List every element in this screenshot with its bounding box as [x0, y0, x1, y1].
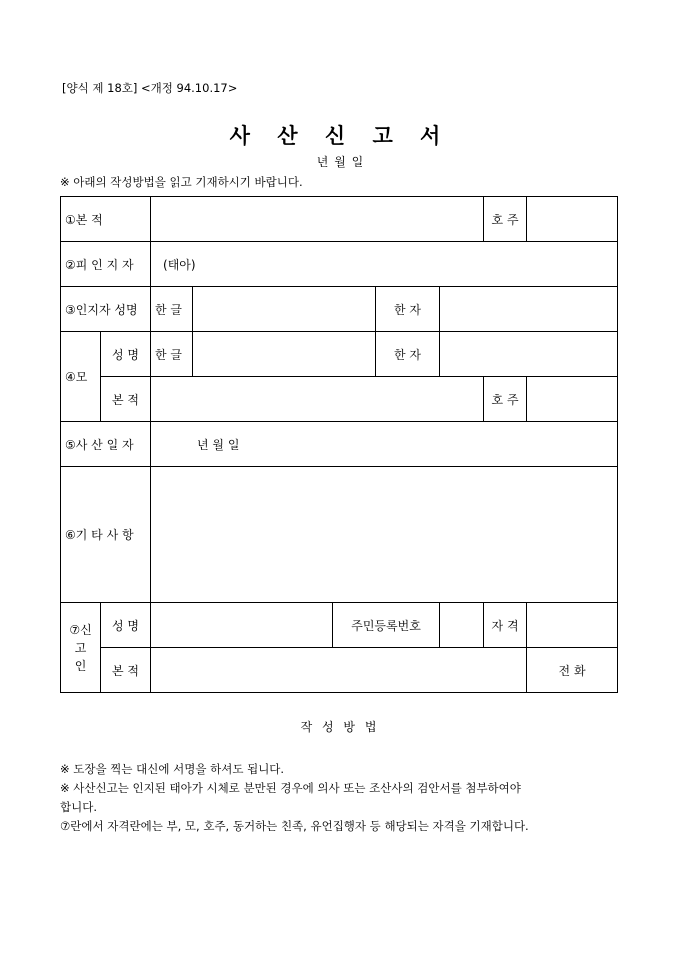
reporter-domicile-input[interactable]	[151, 648, 527, 693]
label-stillbirth-date: ⑤사 산 일 자	[61, 422, 151, 467]
stillbirth-report-form	[60, 196, 618, 693]
resident-no-input[interactable]	[440, 603, 484, 648]
form-reference: [양식 제 18호] <개정 94.10.17>	[62, 81, 238, 95]
recognized-value[interactable]: (태아)	[151, 242, 618, 287]
household-head-input[interactable]	[527, 197, 618, 242]
label-reporter-name: 성 명	[101, 603, 151, 648]
recognizer-hanja-input[interactable]	[440, 287, 618, 332]
label-reporter-line2: 고	[74, 640, 87, 655]
report-date: 년 월 일	[316, 155, 364, 169]
mother-hanja-input[interactable]	[440, 332, 618, 377]
label-reporter-domicile: 본 적	[101, 648, 151, 693]
reporter-name-input[interactable]	[151, 603, 333, 648]
label-hanja: 한 자	[376, 287, 440, 332]
label-reporter-line3: 인	[74, 658, 87, 673]
label-mother-hangul: 한 글	[151, 332, 193, 377]
recognizer-hangul-input[interactable]	[193, 287, 376, 332]
method-item: ⑦란에서 자격란에는 부, 모, 호주, 동거하는 친족, 유언집행자 등 해당되는 자격을 기재합니다.	[60, 819, 529, 833]
method-item: ※ 도장을 찍는 대신에 서명을 하셔도 됩니다.	[60, 762, 285, 776]
method-item: ※ 사산신고는 인지된 태아가 시체로 분만된 경우에 의사 또는 조산사의 검안서를 첨부하여야	[60, 781, 521, 795]
label-household-head: 호 주	[484, 197, 527, 242]
stillbirth-date-input[interactable]: 년 월 일	[151, 422, 618, 467]
label-qualification: 자 격	[484, 603, 527, 648]
label-recognized: ②피 인 지 자	[61, 242, 151, 287]
label-recognizer-name: ③인지자 성명	[61, 287, 151, 332]
form-title: 사 산 신 고 서	[229, 124, 451, 148]
method-item: 합니다.	[60, 800, 97, 814]
label-phone: 전 화	[527, 648, 618, 693]
label-reporter-line1: ⑦신	[69, 622, 92, 637]
mother-household-head-input[interactable]	[527, 377, 618, 422]
mother-domicile-input[interactable]	[151, 377, 484, 422]
label-other-matters: ⑥기 타 사 항	[61, 467, 151, 603]
qualification-input[interactable]	[527, 603, 618, 648]
label-resident-no: 주민등록번호	[333, 603, 440, 648]
label-mother-domicile: 본 적	[101, 377, 151, 422]
label-domicile: ①본 적	[61, 197, 151, 242]
label-hangul: 한 글	[151, 287, 193, 332]
domicile-input[interactable]	[151, 197, 484, 242]
label-mother-household-head: 호 주	[484, 377, 527, 422]
instruction-notice: ※ 아래의 작성방법을 읽고 기재하시기 바랍니다.	[60, 175, 303, 189]
label-reporter	[61, 603, 101, 693]
mother-hangul-input[interactable]	[193, 332, 376, 377]
method-title: 작 성 방 법	[300, 720, 380, 734]
label-mother-hanja: 한 자	[376, 332, 440, 377]
other-matters-input[interactable]	[151, 467, 618, 603]
label-mother-name: 성 명	[101, 332, 151, 377]
label-mother: ④모	[61, 332, 101, 422]
